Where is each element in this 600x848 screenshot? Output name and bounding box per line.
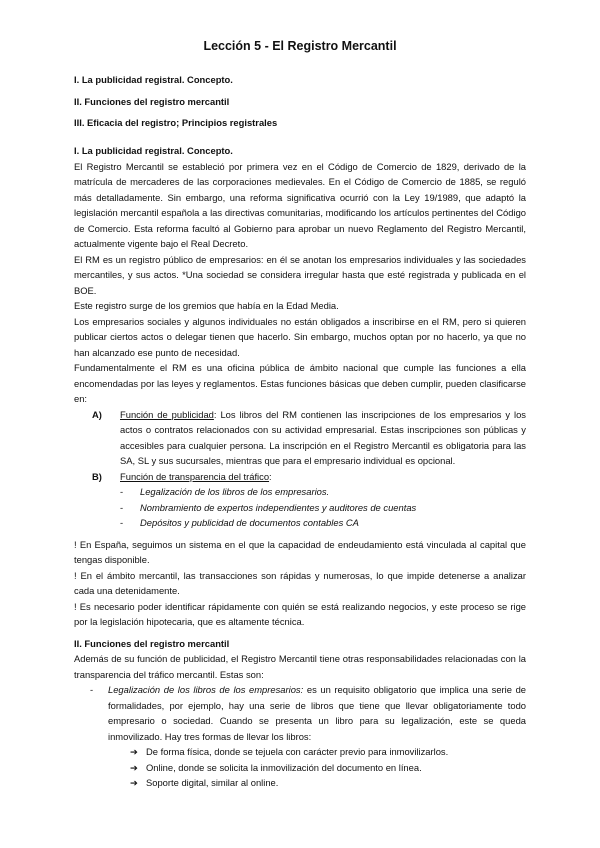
legalization-title: Legalización de los libros de los empresarios:	[108, 684, 304, 695]
list-item: ➔ Online, donde se solicita la inmovilización del documento en línea.	[74, 760, 526, 776]
list-item: - Nombramiento de expertos independientes y auditores de cuentas	[120, 501, 417, 513]
note: ! En el ámbito mercantil, las transacciones son rápidas y numerosas, lo que impide detenerse a analizar cada una detenidamente.	[74, 569, 526, 596]
paragraph: Este registro surge de los gremios que había en la Edad Media.	[74, 300, 339, 311]
arrow-icon: ➔	[130, 761, 138, 773]
list-item: - Depósitos y publicidad de documentos contables CA	[120, 517, 359, 528]
note: ! Es necesario poder identificar rápidamente con quién se está realizando negocios, y este proceso se rige por la legislación hipotecaria, que es altamente técnica.	[74, 600, 526, 627]
arrow-icon: ➔	[130, 777, 138, 788]
section-2-heading: II. Funciones del registro mercantil	[74, 637, 230, 649]
paragraph: Fundamentalmente el RM es una oficina pública de ámbito nacional que cumple las funciones a ella encomendadas por las leyes y reglamentos. Estas funciones básicas que deben cumplir, pueden clasificarse en:	[74, 362, 526, 404]
list-item: - Legalización de los libros de los empresarios: es un requisito obligatorio que implica una serie de formalidades, por ejemplo, hay una serie de libros que tiene que llevar obligatoriamente todo empresario o sociedad. Cuando se presenta un libro para su legalización, este se queda inmovilizado. Hay tres formas de llevar los libros:	[90, 684, 526, 742]
note: ! En España, seguimos un sistema en el que la capacidad de endeudamiento está vinculada al capital que tengas disponible.	[74, 538, 526, 565]
section-1-heading: I. La publicidad registral. Concepto.	[74, 145, 233, 156]
list-marker: A)	[92, 408, 102, 420]
paragraph: El RM es un registro público de empresarios: en él se anotan los empresarios individuales y las sociedades mercantiles, y sus actos. *Una sociedad se considera irregular hasta que esté registrada y publicada en el BOE.	[74, 253, 526, 296]
function-publicity-text: : Los libros del RM contienen las inscripciones de los empresarios y los actos o contratos relacionados con su actividad empresarial. Estas inscripciones son públicas y accesibles para cualquier persona. La inscripción en el Registro Mercantil es obligatoria para las SA, SL y sus sucursales, mientras que para el empresario individual es opcional.	[120, 408, 526, 466]
list-item: - Legalización de los libros de los empresarios.	[120, 486, 330, 497]
list-marker: B)	[92, 470, 102, 482]
list-item-a	[74, 407, 526, 469]
list-item: ➔ Soporte digital, similar al online.	[74, 775, 526, 791]
page-title: Lección 5 - El Registro Mercantil	[203, 39, 397, 53]
paragraph: Además de su función de publicidad, el Registro Mercantil tiene otras responsabilidades relacionadas con la transparencia del tráfico mercantil. Estas son:	[74, 653, 526, 680]
function-transparency-title: Función de transparencia del tráfico	[120, 470, 270, 482]
paragraph: El Registro Mercantil se estableció por primera vez en el Código de Comercio de 1829, derivado de la matrícula de mercaderes de las corporaciones medievales. En el Código de Comercio de 1885, se reguló más detalladamente. Sin embargo, una reforma significativa ocurrió con la Ley 19/1989, que adaptó la legislación mercantil española a las directivas comunitarias, modificando los artículos pertinentes del Código de Comercio. Esta reforma facultó al Gobierno para aprobar un nuevo Reglamento del Registro Mercantil, actualmente vigente bajo el Real Decreto.	[74, 160, 526, 249]
list-item-b: B) Función de transparencia del tráfico:	[74, 469, 526, 485]
toc-item-1: I. La publicidad registral. Concepto.	[74, 74, 233, 85]
paragraph: Los empresarios sociales y algunos individuales no están obligados a inscribirse en el RM, pero si quieren publicar ciertos actos o delegar tienen que hacerlo. Sin embargo, muchos optan por no hacerlo, ya que no han alcanzado ese punto de necesidad.	[74, 315, 526, 358]
document-body	[74, 143, 526, 791]
function-publicity-title: Función de publicidad	[120, 408, 214, 420]
toc-item-2: II. Funciones del registro mercantil	[74, 96, 230, 107]
arrow-icon: ➔	[130, 746, 138, 757]
list-item: ➔ De forma física, donde se tejuela con carácter previo para inmovilizarlos.	[74, 744, 526, 760]
toc-item-3: III. Eficacia del registro; Principios registrales	[74, 117, 278, 128]
